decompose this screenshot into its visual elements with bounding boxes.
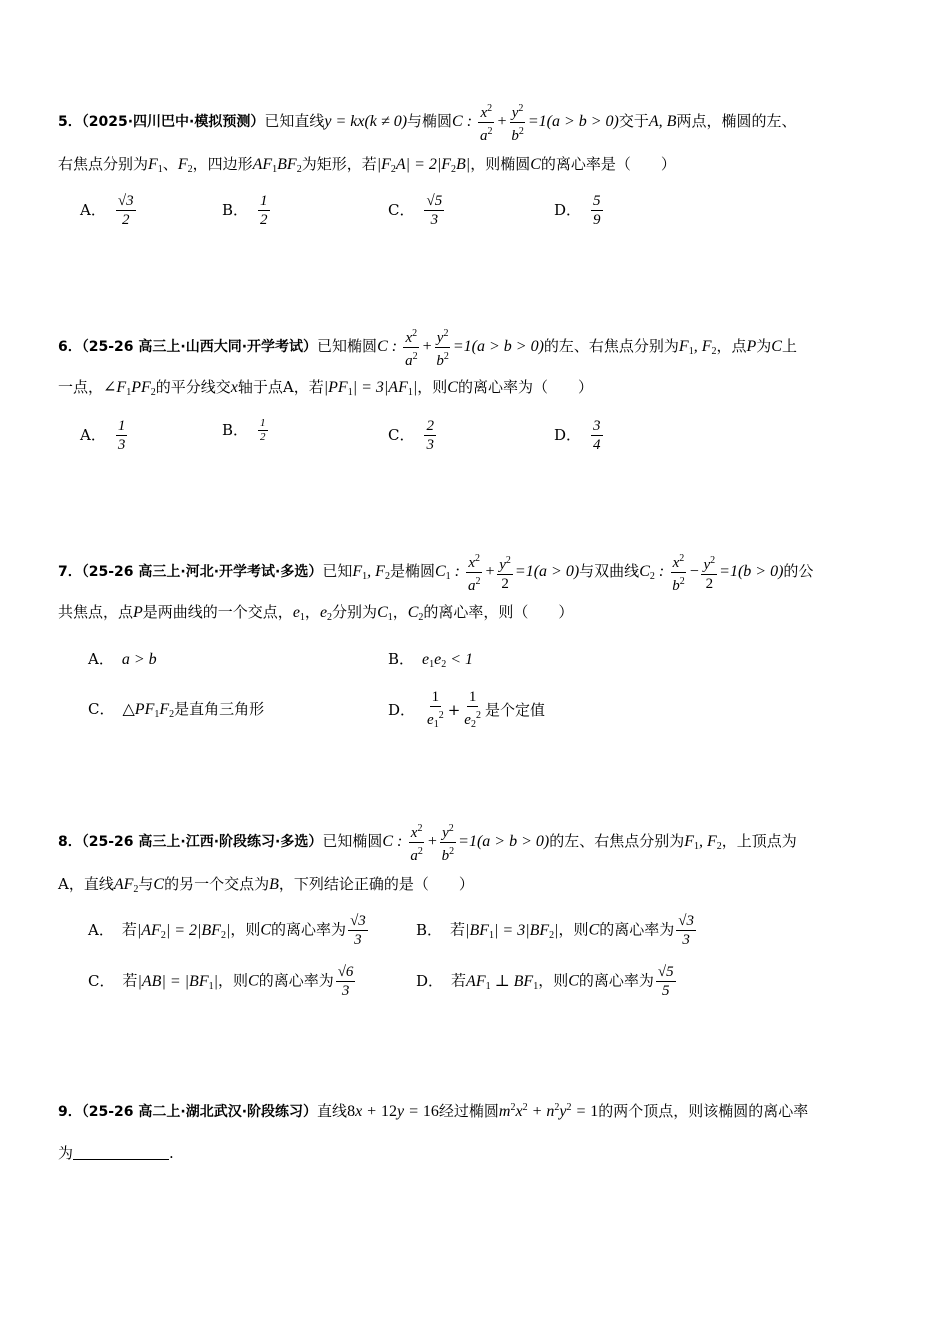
q7-option-b[interactable]: B． $e_1e_2 < 1$ [388,650,474,670]
q6-option-c[interactable]: C． $\frac{2}{3}$ [388,418,434,453]
q7-number: 7． [58,564,82,581]
q7-option-d[interactable]: D． $\frac{1}{e_1^2}$ + $\frac{1}{e_2^2}$ 是个定值 [388,689,545,730]
q7-line2: 共焦点，点P是两曲线的一个交点，$e_1$，$e_2$分别为$C_1$，$C_2$的离心率，则（ ） [58,603,574,623]
q6-line1: 6．（25-26 高三上·山西大同·开学考试）已知椭圆C : $\frac{x^2}{a^2}$ + $\frac{y^2}{b^2}$ =1(a > b > 0)的左、右焦点分别为$F_1$, $F_2$，点P为C上 [58,325,797,353]
q6-option-d[interactable]: D． $\frac{3}{4}$ [554,418,601,453]
q5-source-tag: （2025·四川巴中·模拟预测） [81,114,265,131]
q5-ellipse-eq: C : $\frac{x^2}{a^2}$ + $\frac{y^2}{b^2}$ =1(a > b > 0) [452,113,619,130]
q5-option-b[interactable]: B． $\frac{1}{2}$ [222,193,268,228]
q7-source-tag: （25-26 高三上·河北·开学考试·多选） [81,564,323,581]
q8-line1: 8．（25-26 高三上·江西·阶段练习·多选）已知椭圆C : $\frac{x^2}{a^2}$ + $\frac{y^2}{b^2}$ =1(a > b > 0)的左、右焦点分别为$F_1$, $F_2$，上顶点为 [58,820,797,848]
q7-line1: 7．（25-26 高三上·河北·开学考试·多选）已知$F_1$, $F_2$是椭圆$C_1$ : $\frac{x^2}{a^2}$ + $\frac{y^2}{2}$ =1(a > 0)与双曲线$C_2$ : $\frac{x^2}{b^2}$ − $\frac{y^2}{2}$ =1(b > 0)的公 [58,550,813,578]
q8-line2: A，直线$AF_2$与C的另一个交点为B，下列结论正确的是（ ） [58,875,474,895]
q8-source-tag: （25-26 高三上·江西·阶段练习·多选） [81,834,323,851]
q8-option-d[interactable]: D． 若$AF_1$ ⊥ $BF_1$，则C的离心率为 $\frac{√5}{5}$ [416,964,674,999]
q6-source-tag: （25-26 高三上·山西大同·开学考试） [81,339,318,356]
q6-line2: 一点，$\angle F_1PF_2$的平分线交x轴于点A，若$|PF_1| = 3|AF_1|$，则C的离心率为（ ） [58,378,593,398]
q8-option-c[interactable]: C． 若$|AB| = |BF_1|$，则C的离心率为 $\frac{√6}{3}$ [88,964,354,999]
q5-option-a[interactable]: A． $\frac{√3}{2}$ [80,193,134,228]
q6-option-b[interactable]: B． $\frac{1}{2}$ [222,417,266,443]
q9-line1: 9．（25-26 高二上·湖北武汉·阶段练习）直线8x + 12y = 16经过椭圆$m^2x^2 + n^2y^2 = 1$的两个顶点，则该椭圆的离心率 [58,1102,809,1120]
q7-option-c[interactable]: C． $\triangle PF_1F_2$是直角三角形 [88,700,265,720]
answer-blank[interactable] [73,1159,169,1160]
q9-source-tag: （25-26 高二上·湖北武汉·阶段练习） [81,1104,318,1120]
q5-line1: 5．（2025·四川巴中·模拟预测）已知直线y = kx(k ≠ 0)与椭圆C : $\frac{x^2}{a^2}$ + $\frac{y^2}{b^2}$ =1(a > b > 0)交于A, B两点，椭圆的左、 [58,100,796,128]
q7-option-a[interactable]: A． a > b [88,650,157,668]
q9-line2: 为 . [58,1144,174,1162]
q6-option-a[interactable]: A． $\frac{1}{3}$ [80,418,126,453]
q9-number: 9． [58,1104,82,1120]
q5-number: 5． [58,114,82,131]
q5-option-d[interactable]: D． $\frac{5}{9}$ [554,193,601,228]
q5-line-eq: y = kx(k ≠ 0) [324,113,408,131]
q8-number: 8． [58,834,82,851]
q8-option-b[interactable]: B． 若$|BF_1| = 3|BF_2|$，则C的离心率为 $\frac{√3}{3}$ [416,913,694,948]
q5-option-c[interactable]: C． $\frac{√5}{3}$ [388,193,443,228]
q6-number: 6． [58,339,82,356]
q5-line2: 右焦点分别为$F_1$、$F_2$，四边形$AF_1BF_2$为矩形，若$|F_2A| = 2|F_2B|$，则椭圆C的离心率是（ ） [58,155,676,175]
q8-option-a[interactable]: A． 若$|AF_2| = 2|BF_2|$，则C的离心率为 $\frac{√3}{3}$ [88,913,366,948]
